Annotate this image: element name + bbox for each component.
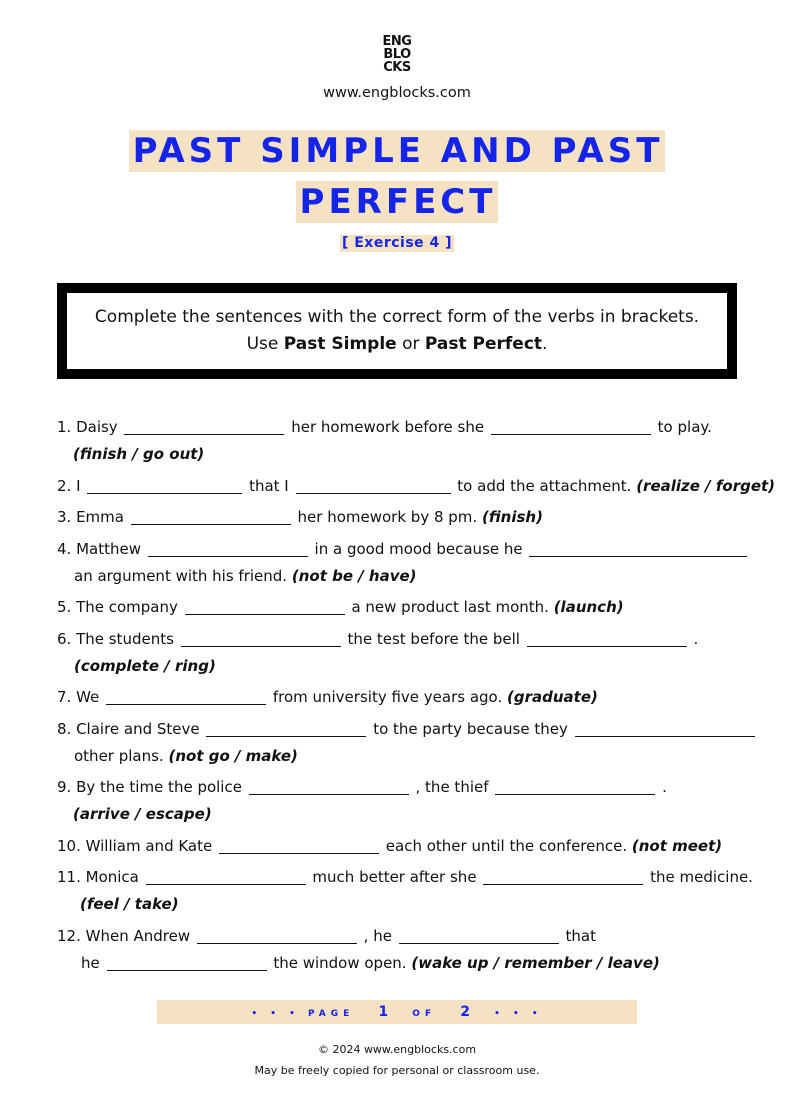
instr-text: Use	[246, 334, 284, 354]
question-8	[57, 719, 757, 739]
question-4	[57, 539, 749, 559]
answer-blank[interactable]	[491, 418, 651, 435]
question-text: much better after she	[312, 868, 477, 886]
verb-hint: (wake up / remember / leave)	[411, 954, 660, 972]
answer-blank[interactable]	[399, 927, 559, 944]
verb-hint: (graduate)	[507, 688, 598, 706]
question-text: in a good mood because he	[314, 540, 523, 558]
verb-hint: (launch)	[553, 598, 624, 616]
answer-blank[interactable]	[483, 868, 643, 885]
page-indicator-text: • • • PAGE	[251, 1009, 355, 1019]
answer-blank[interactable]	[495, 778, 655, 795]
instr-text: or	[396, 334, 425, 354]
verb-hint: (not go / make)	[168, 747, 298, 765]
question-text: that	[565, 927, 596, 945]
question-12	[57, 926, 596, 946]
question-text: .	[662, 778, 667, 796]
question-text: 12. When Andrew	[57, 927, 191, 945]
logo-line: CKS	[383, 60, 411, 75]
answer-blank[interactable]	[124, 418, 284, 435]
answer-blank[interactable]	[106, 688, 266, 705]
question-3	[57, 507, 543, 527]
answer-blank[interactable]	[529, 540, 747, 557]
verb-hint: (feel / take)	[80, 895, 179, 913]
question-text: , he	[363, 927, 392, 945]
page-title	[0, 130, 794, 232]
site-url[interactable]: www.engblocks.com	[323, 85, 471, 101]
question-text: each other until the conference.	[385, 837, 628, 855]
exercise-label: [ Exercise 4 ]	[341, 235, 453, 251]
question-text: her homework by 8 pm.	[297, 508, 478, 526]
title-line-1: PAST SIMPLE AND PAST	[129, 130, 666, 172]
answer-blank[interactable]	[527, 630, 687, 647]
instructions-box	[57, 283, 737, 379]
question-5	[57, 597, 624, 617]
answer-blank[interactable]	[131, 508, 291, 525]
question-text: to play.	[657, 418, 712, 436]
answer-blank[interactable]	[146, 868, 306, 885]
question-10	[57, 836, 722, 856]
verb-hint: (finish)	[481, 508, 543, 526]
answer-blank[interactable]	[197, 927, 357, 944]
page-indicator-text: • • •	[494, 1009, 543, 1019]
logo-line: BLO	[383, 47, 411, 62]
question-text: her homework before she	[291, 418, 485, 436]
question-text: 1. Daisy	[57, 418, 118, 436]
question-text: the window open.	[273, 954, 407, 972]
question-text: the test before the bell	[347, 630, 520, 648]
question-text: 5. The company	[57, 598, 178, 616]
question-4-continued	[74, 566, 417, 586]
question-text: , the thief	[415, 778, 489, 796]
question-text: an argument with his friend.	[74, 567, 288, 585]
question-text: .	[693, 630, 699, 648]
answer-blank[interactable]	[87, 477, 242, 494]
answer-blank[interactable]	[206, 720, 366, 737]
answer-blank[interactable]	[249, 778, 409, 795]
question-text: that I	[249, 477, 289, 495]
question-text: 3. Emma	[57, 508, 124, 526]
question-text: 11. Monica	[57, 868, 139, 886]
question-text: from university five years ago.	[272, 688, 503, 706]
instructions-line-1: Complete the sentences with the correct form of the verbs in brackets.	[94, 307, 700, 327]
engblocks-logo	[0, 36, 794, 75]
question-text: a new product last month.	[351, 598, 549, 616]
current-page-number: 1	[378, 1004, 389, 1020]
question-text: he	[81, 954, 100, 972]
license-text: May be freely copied for personal or classroom use.	[254, 1064, 540, 1077]
total-page-number: 2	[460, 1004, 470, 1020]
copyright-text: © 2024 www.engblocks.com	[317, 1043, 477, 1056]
answer-blank[interactable]	[107, 954, 267, 971]
page-indicator-text: OF	[412, 1009, 437, 1019]
answer-blank[interactable]	[296, 477, 451, 494]
verb-hint: (arrive / escape)	[73, 805, 212, 823]
answer-blank[interactable]	[181, 630, 341, 647]
answer-blank[interactable]	[185, 598, 345, 615]
question-9	[57, 777, 667, 797]
question-text: to the party because they	[373, 720, 568, 738]
question-text: 10. William and Kate	[57, 837, 213, 855]
question-8-continued	[74, 746, 298, 766]
verb-hint: (finish / go out)	[73, 445, 205, 463]
exercise-label-wrap	[0, 232, 794, 252]
title-line-2: PERFECT	[296, 181, 499, 223]
question-1	[57, 417, 712, 437]
logo-line: ENG	[382, 34, 412, 49]
question-text: 7. We	[57, 688, 100, 706]
question-text: to add the attachment.	[457, 477, 632, 495]
question-text: the medicine.	[650, 868, 753, 886]
answer-blank[interactable]	[575, 720, 755, 737]
verb-hint: (not be / have)	[291, 567, 417, 585]
question-text: 9. By the time the police	[57, 778, 242, 796]
verb-hint: (realize / forget)	[636, 477, 776, 495]
question-text: 2. I	[57, 477, 81, 495]
question-6	[57, 629, 698, 649]
verb-hint: (not meet)	[631, 837, 723, 855]
question-7	[57, 687, 598, 707]
question-text: 4. Matthew	[57, 540, 141, 558]
instr-text: .	[542, 334, 548, 354]
instructions-line-2	[67, 331, 727, 358]
question-2	[57, 476, 775, 496]
answer-blank[interactable]	[219, 837, 379, 854]
question-11	[57, 867, 753, 887]
term-past-simple: Past Simple	[283, 334, 397, 354]
term-past-perfect: Past Perfect	[424, 334, 543, 354]
question-text: 8. Claire and Steve	[57, 720, 200, 738]
page-indicator	[157, 1000, 637, 1024]
question-text: 6. The students	[57, 630, 174, 648]
question-12-continued	[81, 953, 660, 973]
verb-hint: (complete / ring)	[74, 657, 216, 675]
answer-blank[interactable]	[148, 540, 308, 557]
question-text: other plans.	[74, 747, 164, 765]
